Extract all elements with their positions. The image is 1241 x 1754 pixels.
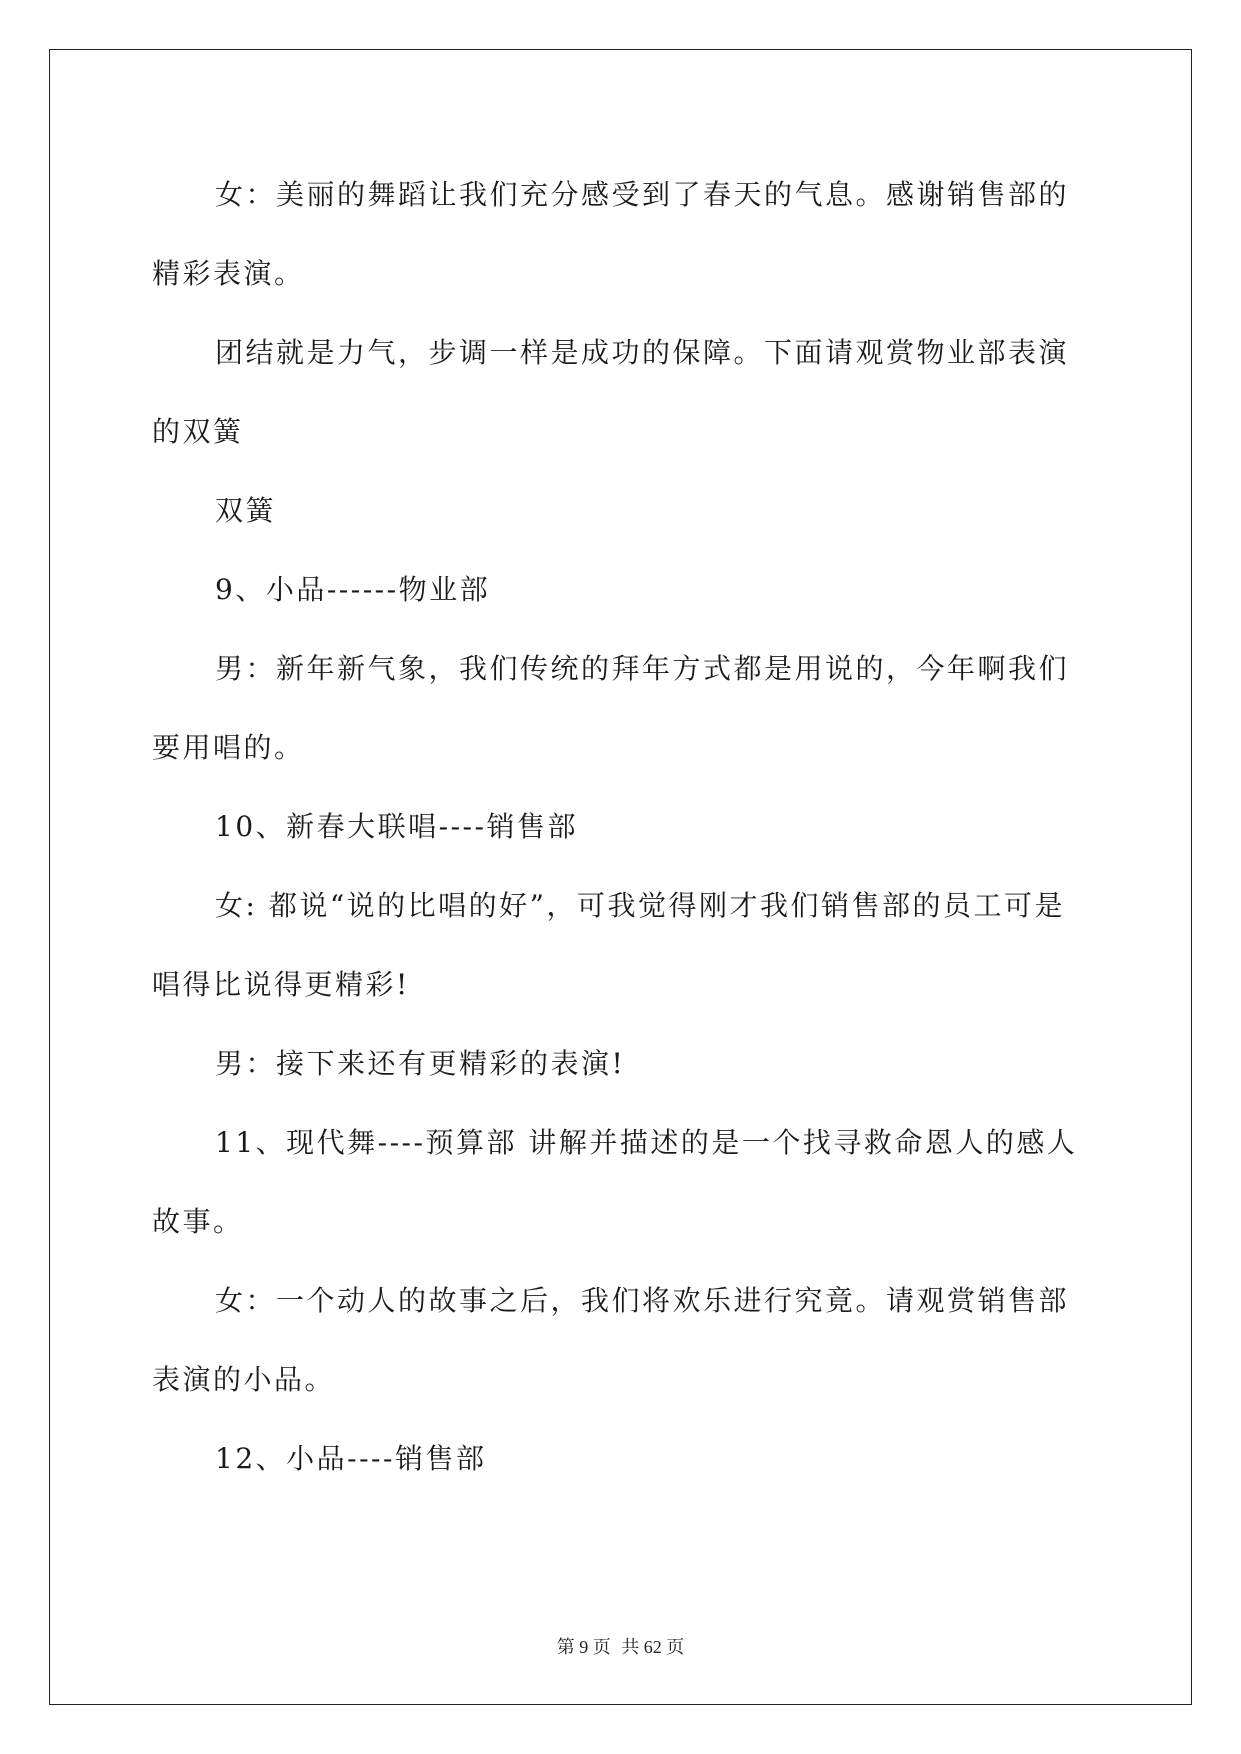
paragraph: 12、小品----销售部	[215, 1442, 487, 1475]
page-number: 第 9 页	[556, 1637, 611, 1657]
paragraph: 男：新年新气象，我们传统的拜年方式都是用说的，今年啊我们要用唱的。	[152, 652, 1070, 764]
page-total: 共 62 页	[621, 1637, 685, 1657]
paragraph: 11、现代舞----预算部 讲解并描述的是一个找寻救命恩人的感人故事。	[152, 1126, 1078, 1238]
paragraph: 男：接下来还有更精彩的表演!	[215, 1047, 626, 1080]
paragraph: 女：美丽的舞蹈让我们充分感受到了春天的气息。感谢销售部的精彩表演。	[152, 178, 1070, 290]
paragraph: 9、小品------物业部	[215, 573, 491, 606]
paragraph: 双簧	[215, 494, 277, 527]
page-footer	[0, 1633, 1241, 1659]
paragraph: 女：一个动人的故事之后，我们将欢乐进行究竟。请观赏销售部表演的小品。	[152, 1284, 1070, 1396]
paragraph: 女: 都说“说的比唱的好”，可我觉得刚才我们销售部的员工可是唱得比说得更精彩!	[152, 889, 1065, 1001]
paragraph: 10、新春大联唱----销售部	[215, 810, 578, 843]
paragraph: 团结就是力气，步调一样是成功的保障。下面请观赏物业部表演的双簧	[152, 336, 1070, 448]
document-body	[152, 155, 1092, 1498]
